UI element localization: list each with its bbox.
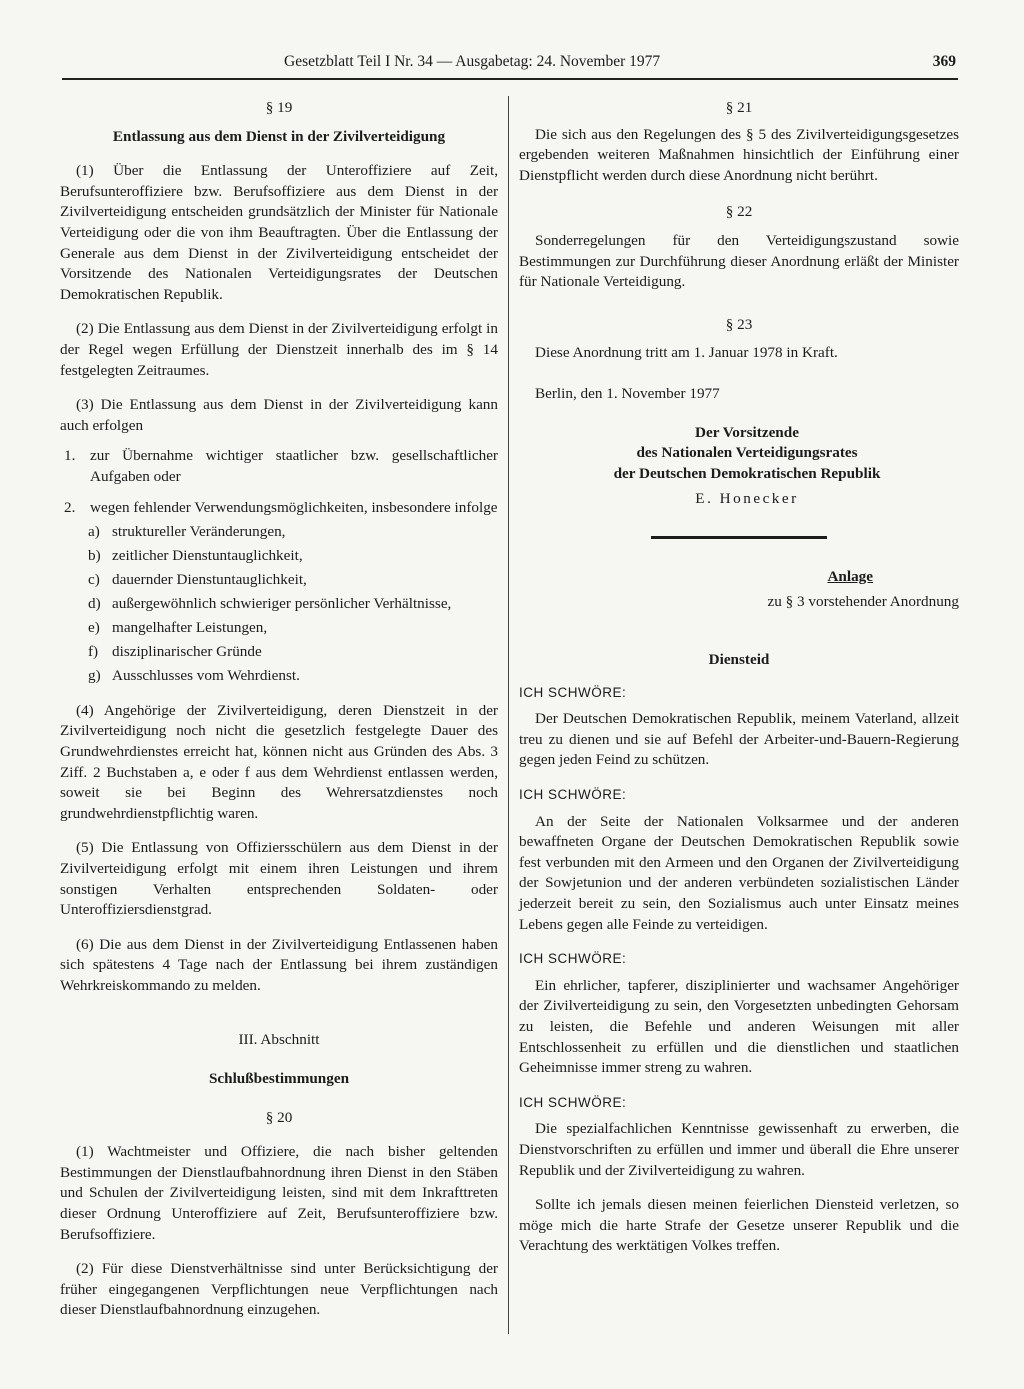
s19-numbered-list — [60, 446, 498, 518]
sublist-text: außergewöhnlich schwieriger persönlicher Verhältnisse, — [112, 594, 452, 612]
place-date: Berlin, den 1. November 1977 — [535, 384, 720, 402]
s19-paragraph-6: (6) Die aus dem Dienst in der Zivilverteidigung Entlassenen haben sich spätestens 4 Tage nach der Entlassung bei ihrem zuständigen Wehrkreiskommando zu melden. — [60, 935, 498, 994]
list-item — [60, 446, 498, 487]
list-text: wegen fehlender Verwendungsmöglichkeiten, insbesondere infolge — [90, 498, 498, 516]
section-19-heading: § 19 — [265, 99, 293, 116]
section-23-heading: § 23 — [725, 315, 753, 333]
diensteid-title: Diensteid — [708, 651, 770, 669]
anlage-heading: Anlage — [827, 567, 873, 585]
s23-paragraph: Diese Anordnung tritt am 1. Januar 1978 in Kraft. — [535, 344, 838, 362]
section-3-title: Schlußbestimmungen — [208, 1070, 350, 1088]
oath-label: ICH SCHWÖRE: — [519, 1094, 627, 1110]
signature-block — [519, 423, 959, 510]
s19-paragraph-3: (3) Die Entlassung aus dem Dienst in der Zivilverteidigung kann auch erfolgen — [60, 396, 498, 434]
list-number: 1. — [64, 447, 76, 465]
page-header — [62, 52, 958, 76]
sublist-letter: d) — [88, 594, 101, 612]
sublist-text: disziplinarischer Gründe — [112, 643, 262, 661]
s19-paragraph-2: (2) Die Entlassung aus dem Dienst in der Zivilverteidigung erfolgt in der Regel wegen Erfüllung der Dienstzeit innerhalb des im § 14 festgelegten Zeitraumes. — [60, 320, 498, 379]
page-number: 369 — [932, 53, 956, 70]
sublist-text: zeitlicher Dienstuntauglichkeit, — [112, 546, 303, 564]
s20-paragraph-1: (1) Wachtmeister und Offiziere, die nach bisher geltenden Bestimmungen der Dienstlaufbahnordnung ihren Dienst in den Stäben und Schulen der Zivilverteidigung leisten, sind mit dem Inkrafttreten dieser Ordnung Unteroffiziere auf Zeit, Berufsunteroffiziere bzw. Berufsoffiziere. — [60, 1143, 498, 1243]
oath-paragraph-4: Die spezialfachlichen Kenntnisse gewissenhaft zu erwerben, die Dienstvorschriften zu erfüllen und immer und überall die Ehre unserer Republik und der Zivilverteidigung zu wahren. — [519, 1120, 959, 1179]
oath-paragraph-3: Ein ehrlicher, tapferer, disziplinierter und wachsamer Angehöriger der Zivilverteidigung zu sein, den Vorgesetzten unbedingten Gehorsam zu leisten, die Befehle und anderen Weisungen mit aller Entschlossenheit zu erfüllen und die dienstlichen und staatlichen Geheimnisse immer streng zu wahren. — [519, 976, 959, 1077]
oath-label: ICH SCHWÖRE: — [519, 684, 627, 700]
sublist-text: Ausschlusses vom Wehrdienst. — [112, 667, 300, 685]
section-3-heading: III. Abschnitt — [238, 1031, 320, 1049]
section-20-heading: § 20 — [265, 1108, 293, 1126]
sublist-item — [88, 546, 498, 567]
s19-sublist — [88, 522, 498, 687]
signature-rule — [651, 536, 827, 539]
s22-paragraph: Sonderregelungen für den Verteidigungszustand sowie Bestimmungen zur Durchführung dieser Anordnung erläßt der Minister für Nationale Verteidigung. — [519, 231, 959, 291]
publication-title: Gesetzblatt Teil I Nr. 34 — Ausgabetag: 24. November 1977 — [284, 53, 661, 70]
left-column — [60, 98, 498, 1321]
sublist-letter: b) — [88, 546, 101, 564]
signature-line-2: des Nationalen Verteidigungsrates — [636, 444, 858, 462]
sublist-item — [88, 522, 498, 543]
sublist-letter: f) — [88, 643, 99, 661]
section-21-heading: § 21 — [725, 99, 753, 116]
oath-label: ICH SCHWÖRE: — [519, 787, 627, 803]
oath-label: ICH SCHWÖRE: — [519, 951, 627, 967]
sublist-letter: c) — [88, 570, 100, 588]
sublist-letter: g) — [88, 667, 101, 685]
column-divider — [508, 96, 509, 1334]
sublist-item — [88, 642, 498, 663]
section-22-heading: § 22 — [725, 203, 753, 221]
s19-paragraph-1: (1) Über die Entlassung der Unteroffiziere auf Zeit, Berufsunteroffiziere bzw. Berufsoffiziere aus dem Dienst in der Zivilverteidigung entscheiden grundsätzlich der Minister für Nationale Verteidigung oder die von ihm Beauftragten. Über die Entlassung der Generale aus dem Dienst in der Zivilverteidigung entscheidet der Vorsitzende des Nationalen Verteidigungsrates der Deutschen Demokratischen Republik. — [60, 162, 498, 303]
oath-paragraph-2: An der Seite der Nationalen Volksarmee und der anderen bewaffneten Organe der Deutschen Demokratischen Republik sowie fest verbunden mit den Armeen und den Organen der Zivilverteidigung der Sowjetunion und der anderen verbündeten sozialistischen Länder jederzeit bereit zu sein, den Sozialismus auch unter Einsatz meines Lebens gegen alle Feinde zu verteidigen. — [519, 812, 959, 933]
signature-line-3: der Deutschen Demokratischen Republik — [613, 464, 881, 482]
list-item — [60, 498, 498, 519]
signature-line-1: Der Vorsitzende — [695, 423, 799, 441]
anlage-reference: zu § 3 vorstehender Anordnung — [767, 592, 959, 610]
oath-paragraph-1: Der Deutschen Demokratischen Republik, meinem Vaterland, allzeit treu zu dienen und sie auf Befehl der Arbeiter-und-Bauern-Regierung gegen jeden Feind zu schützen. — [519, 710, 959, 769]
list-text: zur Übernahme wichtiger staatlicher bzw. gesellschaftlicher Aufgaben oder — [90, 447, 498, 485]
sublist-item — [88, 594, 498, 615]
header-rule — [62, 78, 958, 80]
sublist-text: dauernder Dienstuntauglichkeit, — [112, 570, 307, 588]
sublist-item — [88, 618, 498, 639]
list-number: 2. — [64, 498, 76, 516]
s19-paragraph-4: (4) Angehörige der Zivilverteidigung, deren Dienstzeit in der Zivilverteidigung noch nicht die gesetzlich festgelegte Dauer des Grundwehrdienstes erreicht hat, können nicht aus Gründen des Abs. 3 Ziff. 2 Buchstaben a, e oder f aus dem Wehrdienst entlassen werden, soweit sie bei Beginn des Wehrersatzdienstes noch grundwehrdienstpflichtig waren. — [60, 701, 498, 822]
s19-paragraph-5: (5) Die Entlassung von Offiziersschülern aus dem Dienst in der Zivilverteidigung erfolgt mit einem ihren Leistungen und ihrem sonstigen Verhalten entsprechenden Soldaten- oder Unteroffiziersdienstgrad. — [60, 839, 498, 919]
sublist-letter: e) — [88, 618, 100, 636]
sublist-text: mangelhafter Leistungen, — [112, 618, 268, 636]
right-column — [519, 98, 959, 1257]
section-19-title: Entlassung aus dem Dienst in der Zivilverteidigung — [112, 127, 446, 145]
sublist-item — [88, 666, 498, 687]
sublist-text: struktureller Veränderungen, — [112, 522, 286, 540]
s21-paragraph: Die sich aus den Regelungen des § 5 des Zivilverteidigungsgesetzes ergebenden weiteren Maßnahmen hinsichtlich der Einführung einer Dienstpflicht werden durch diese Anordnung nicht berührt. — [519, 125, 959, 184]
s20-paragraph-2: (2) Für diese Dienstverhältnisse sind unter Berücksichtigung der früher eingegangenen Verpflichtungen neue Verpflichtungen nach dieser Dienstlaufbahnordnung einzugehen. — [60, 1260, 498, 1319]
sublist-letter: a) — [88, 522, 100, 540]
signatory-name: E. Honecker — [695, 490, 799, 508]
closing-paragraph: Sollte ich jemals diesen meinen feierlichen Diensteid verletzen, so möge mich die harte Strafe der Gesetze unserer Republik und die Verachtung des werktätigen Volkes treffen. — [519, 1196, 959, 1255]
sublist-item — [88, 570, 498, 591]
